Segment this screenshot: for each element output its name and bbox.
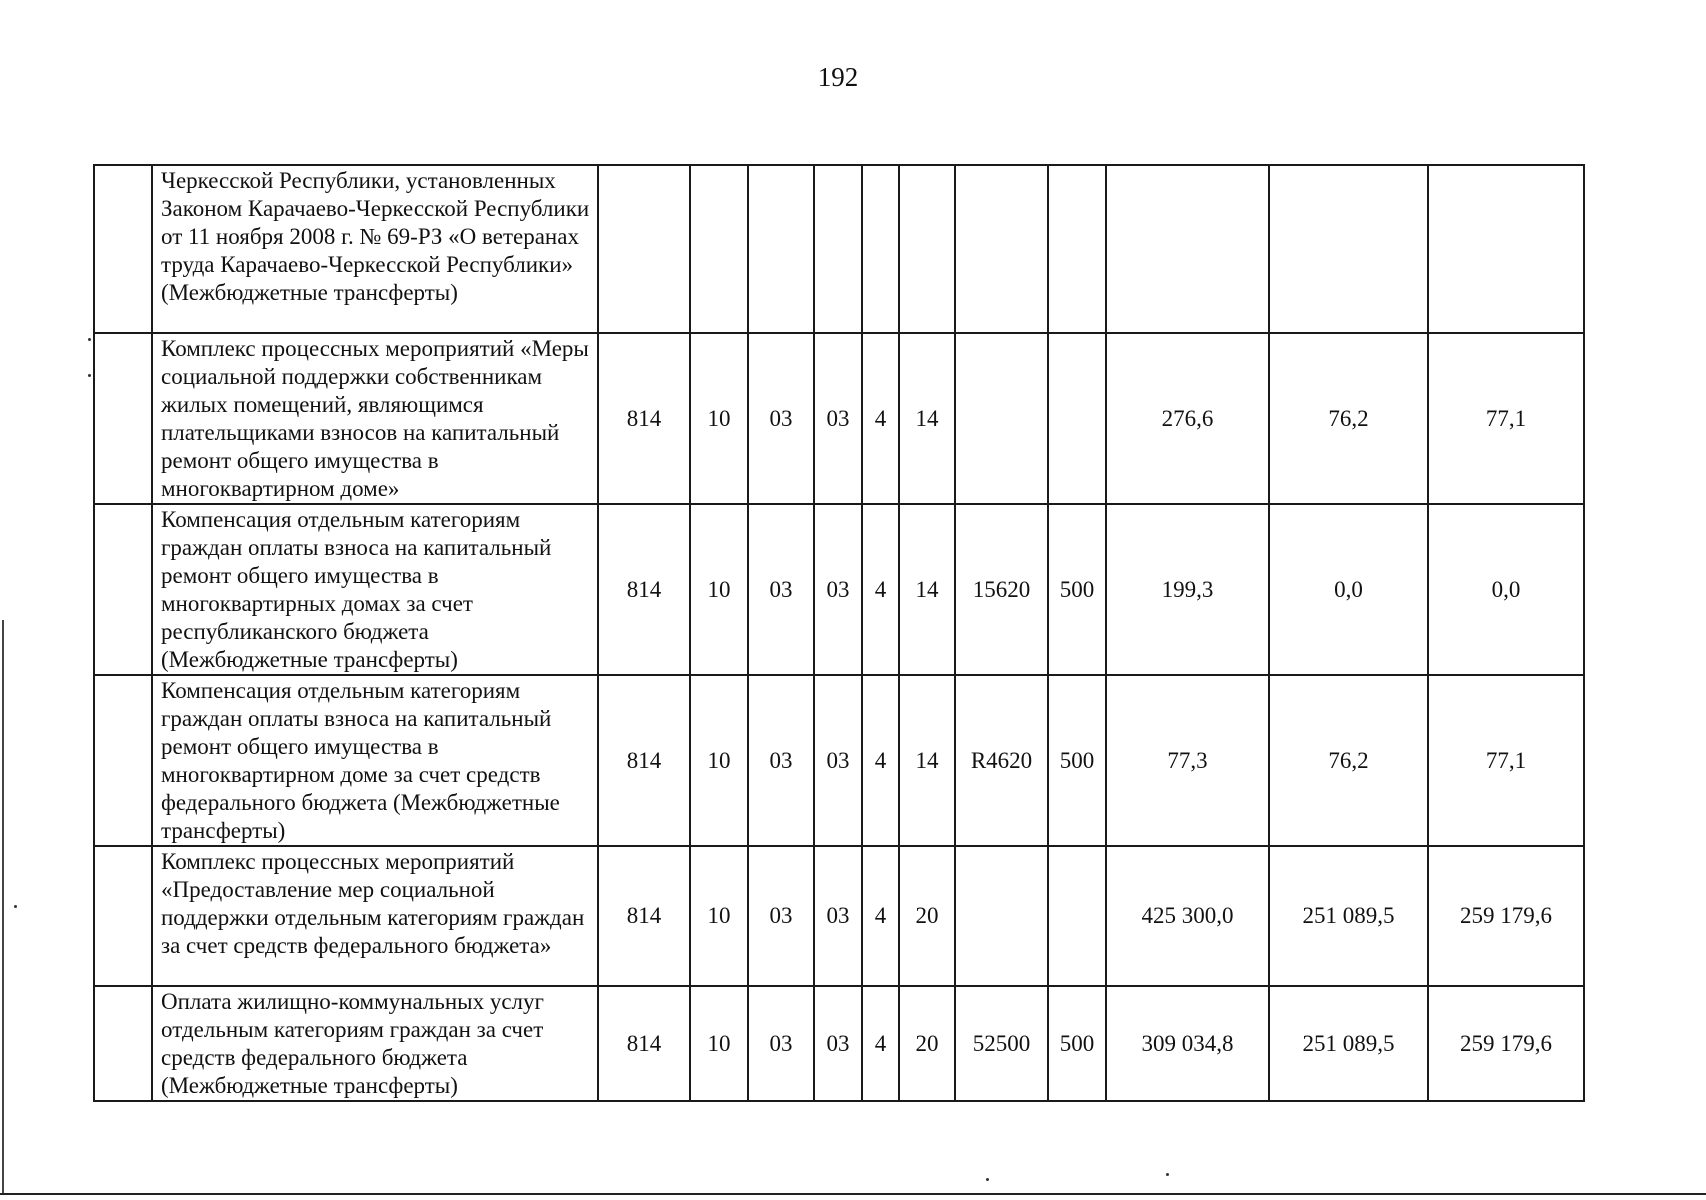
type-code-cell: 4 — [862, 846, 899, 986]
rz-cell: 10 — [690, 986, 748, 1101]
grbs-cell: 814 — [598, 846, 690, 986]
amount-year2-cell: 76,2 — [1269, 333, 1428, 504]
measure-code-cell: 14 — [899, 675, 955, 846]
table-row — [94, 504, 1584, 675]
vr-cell — [1048, 165, 1106, 333]
rz-cell — [690, 165, 748, 333]
type-code-cell: 4 — [862, 986, 899, 1101]
description-cell: Оплата жилищно-коммунальных услуг отдельным категориям граждан за счет средств федерального бюджета (Межбюджетные трансферты) — [152, 986, 598, 1101]
scan-speck — [14, 905, 17, 908]
program-code-cell: 03 — [814, 333, 862, 504]
vr-cell: 500 — [1048, 675, 1106, 846]
amount-year3-cell: 259 179,6 — [1428, 986, 1584, 1101]
budget-table — [93, 164, 1585, 1102]
rz-cell: 10 — [690, 504, 748, 675]
table-row — [94, 846, 1584, 986]
grbs-cell — [598, 165, 690, 333]
amount-year1-cell: 425 300,0 — [1106, 846, 1269, 986]
grbs-cell: 814 — [598, 675, 690, 846]
scan-speck — [88, 374, 91, 377]
program-code-cell: 03 — [814, 675, 862, 846]
pr-cell: 03 — [748, 675, 814, 846]
program-code-cell: 03 — [814, 504, 862, 675]
rz-cell: 10 — [690, 846, 748, 986]
pr-cell: 03 — [748, 333, 814, 504]
amount-year1-cell: 276,6 — [1106, 333, 1269, 504]
vr-cell — [1048, 333, 1106, 504]
program-code-cell — [814, 165, 862, 333]
row-number-cell — [94, 165, 152, 333]
description-cell: Комплекс процессных мероприятий «Предоставление мер социальной поддержки отдельным категориям граждан за счет средств федерального бюджета» — [152, 846, 598, 986]
pr-cell — [748, 165, 814, 333]
amount-year2-cell: 251 089,5 — [1269, 846, 1428, 986]
direction-code-cell — [955, 333, 1048, 504]
measure-code-cell — [899, 165, 955, 333]
amount-year3-cell: 77,1 — [1428, 675, 1584, 846]
table-row — [94, 165, 1584, 333]
scan-speck — [986, 1178, 989, 1181]
amount-year3-cell: 0,0 — [1428, 504, 1584, 675]
description-cell: Компенсация отдельным категориям граждан оплаты взноса на капитальный ремонт общего имущества в многоквартирном доме за счет средств федерального бюджета (Межбюджетные трансферты) — [152, 675, 598, 846]
direction-code-cell: R4620 — [955, 675, 1048, 846]
amount-year1-cell: 77,3 — [1106, 675, 1269, 846]
row-number-cell — [94, 504, 152, 675]
grbs-cell: 814 — [598, 504, 690, 675]
program-code-cell: 03 — [814, 986, 862, 1101]
scan-speck — [88, 338, 91, 341]
amount-year2-cell: 251 089,5 — [1269, 986, 1428, 1101]
direction-code-cell: 15620 — [955, 504, 1048, 675]
row-number-cell — [94, 846, 152, 986]
program-code-cell: 03 — [814, 846, 862, 986]
table-row — [94, 675, 1584, 846]
scan-speck — [1166, 1173, 1169, 1176]
amount-year1-cell: 199,3 — [1106, 504, 1269, 675]
pr-cell: 03 — [748, 986, 814, 1101]
amount-year1-cell — [1106, 165, 1269, 333]
amount-year2-cell: 76,2 — [1269, 675, 1428, 846]
amount-year2-cell: 0,0 — [1269, 504, 1428, 675]
grbs-cell: 814 — [598, 333, 690, 504]
page-number: 192 — [817, 62, 859, 92]
rz-cell: 10 — [690, 675, 748, 846]
amount-year3-cell: 259 179,6 — [1428, 846, 1584, 986]
pr-cell: 03 — [748, 504, 814, 675]
rz-cell: 10 — [690, 333, 748, 504]
row-number-cell — [94, 986, 152, 1101]
type-code-cell: 4 — [862, 333, 899, 504]
amount-year3-cell — [1428, 165, 1584, 333]
description-cell: Компенсация отдельным категориям граждан оплаты взноса на капитальный ремонт общего имущества в многоквартирных домах за счет республиканского бюджета (Межбюджетные трансферты) — [152, 504, 598, 675]
scan-edge-left — [2, 620, 4, 1195]
table-row — [94, 333, 1584, 504]
measure-code-cell: 14 — [899, 504, 955, 675]
measure-code-cell: 14 — [899, 333, 955, 504]
table-row — [94, 986, 1584, 1101]
direction-code-cell — [955, 846, 1048, 986]
type-code-cell — [862, 165, 899, 333]
description-cell: Комплекс процессных мероприятий «Меры социальной поддержки собственникам жилых помещений, являющимся плательщиками взносов на капитальный ремонт общего имущества в многоквартирном доме» — [152, 333, 598, 504]
vr-cell — [1048, 846, 1106, 986]
row-number-cell — [94, 675, 152, 846]
amount-year2-cell — [1269, 165, 1428, 333]
description-cell: Черкесской Республики, установленных Законом Карачаево-Черкесской Республики от 11 ноября 2008 г. № 69-РЗ «О ветеранах труда Карачаево-Черкесской Республики» (Межбюджетные трансферты) — [152, 165, 598, 333]
direction-code-cell: 52500 — [955, 986, 1048, 1101]
amount-year1-cell: 309 034,8 — [1106, 986, 1269, 1101]
row-number-cell — [94, 333, 152, 504]
vr-cell: 500 — [1048, 986, 1106, 1101]
type-code-cell: 4 — [862, 504, 899, 675]
amount-year3-cell: 77,1 — [1428, 333, 1584, 504]
pr-cell: 03 — [748, 846, 814, 986]
type-code-cell: 4 — [862, 675, 899, 846]
measure-code-cell: 20 — [899, 846, 955, 986]
grbs-cell: 814 — [598, 986, 690, 1101]
vr-cell: 500 — [1048, 504, 1106, 675]
direction-code-cell — [955, 165, 1048, 333]
scan-edge-bottom — [0, 1193, 1706, 1195]
measure-code-cell: 20 — [899, 986, 955, 1101]
